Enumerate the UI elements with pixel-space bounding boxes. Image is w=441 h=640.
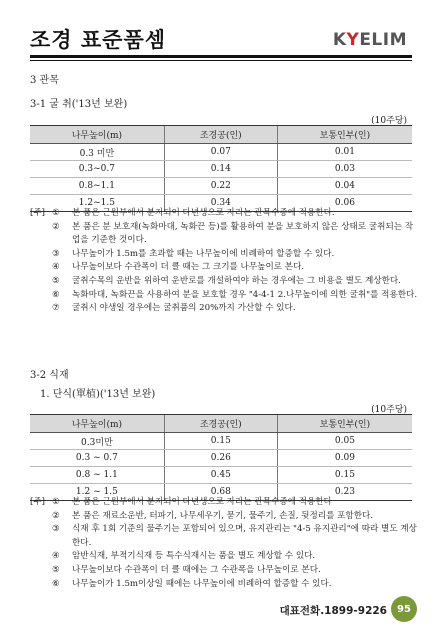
note-item (30, 496, 418, 510)
table-cell: 0.3미만 (30, 433, 164, 450)
table-cell: 1.2 ~ 1.5 (30, 484, 164, 501)
table-cell: 0.8 ~ 1.1 (30, 467, 164, 484)
table-cell: 0.06 (277, 195, 412, 212)
table-cell: 0.15 (164, 433, 277, 450)
note-text: 굴취수목의 운반을 위하여 운반로를 개설하여야 하는 경우에는 그 비용을 별도 계상한다. (72, 275, 401, 286)
note-item (30, 564, 418, 578)
table-1-unit: (10주당) (371, 116, 407, 126)
table-cell: 0.01 (277, 144, 412, 161)
note-text: 나무높이가 1.5m를 초과할 때는 나무높이에 비례하여 할증할 수 있다. (72, 248, 335, 259)
note-marker: ③ (52, 524, 60, 535)
note-tag: [주] (30, 497, 46, 507)
logo-accent: Y (346, 30, 360, 50)
col-header: 보통인부(인) (277, 126, 412, 144)
table-cell: 0.22 (164, 178, 277, 195)
table-cell: 0.3~0.7 (30, 161, 164, 178)
col-header: 조경공(인) (164, 126, 277, 144)
table-row (30, 144, 412, 161)
note-text: 녹화마대, 녹화끈을 사용하여 분을 보호할 경우 "4-4-1 2.나무높이에 의한 굴취"를 적용한다. (72, 289, 418, 300)
note-text: 암반식재, 부적기식재 등 특수식재시는 품을 별도 계상할 수 있다. (72, 551, 316, 562)
notes-2 (30, 496, 418, 591)
logo-suffix: ELIM (359, 30, 407, 50)
note-text: 식재 후 1회 기준의 물주기는 포함되어 있으며, 유지관리는 "4-5 유지관리"에 따라 별도 계상한다. (72, 524, 417, 548)
col-header: 조경공(인) (164, 415, 277, 433)
table-cell: 0.14 (164, 161, 277, 178)
note-marker: ⑥ (52, 289, 60, 300)
note-item (30, 221, 418, 248)
note-marker: ② (52, 221, 60, 232)
table-cell: 0.23 (277, 484, 412, 501)
table-cell: 0.04 (277, 178, 412, 195)
table-1 (30, 125, 412, 212)
col-header: 나무높이(m) (30, 415, 164, 433)
notes-1 (30, 207, 418, 316)
note-text: 나무높이가 1.5m이상일 때에는 나무높이에 비례하여 할증할 수 있다. (72, 578, 332, 589)
note-item (30, 207, 418, 221)
note-item (30, 248, 418, 262)
table-cell: 0.3 미만 (30, 144, 164, 161)
table-cell: 0.45 (164, 467, 277, 484)
section-heading: 3 관목 (30, 75, 59, 86)
page-title: 조경 표준품셈 (30, 28, 167, 52)
table-row (30, 433, 412, 450)
note-text: 나무높이보다 수관폭이 더 클 때는 그 크기를 나무높이로 본다. (72, 262, 305, 273)
note-text: 본 품은 근원부에서 분지되어 다년생으로 자라는 관목수종에 적용한다. (72, 208, 335, 218)
table-cell: 0.34 (164, 195, 277, 212)
note-marker: ⑥ (52, 578, 60, 589)
table-row (30, 467, 412, 484)
note-item (30, 261, 418, 275)
footer-phone: 대표전화.1899-9226 (279, 605, 387, 617)
note-item (30, 289, 418, 303)
table-header-row (30, 415, 412, 433)
table-cell: 0.05 (277, 433, 412, 450)
table-cell: 0.03 (277, 161, 412, 178)
note-item (30, 523, 418, 550)
table-2-unit: (10주당) (371, 405, 407, 415)
note-text: 나무높이보다 수관폭이 더 클 때에는 그 수관폭을 나무높이로 본다. (72, 564, 321, 575)
subsection-2-title: 3-2 식재 (30, 370, 69, 381)
note-marker: ⑤ (52, 564, 60, 575)
note-marker: ④ (52, 551, 60, 562)
note-item (30, 578, 418, 592)
header-divider (30, 55, 412, 58)
table-cell: 0.26 (164, 450, 277, 467)
note-marker: ① (52, 208, 60, 218)
table-2 (30, 414, 412, 501)
note-text: 굴취시 야생일 경우에는 굴취품의 20%까지 가산할 수 있다. (72, 303, 296, 314)
table-row (30, 178, 412, 195)
table-cell: 0.3 ~ 0.7 (30, 450, 164, 467)
subsection-2-item: 1. 단식(單植)('13년 보완) (40, 389, 156, 400)
note-marker: ④ (52, 262, 60, 273)
note-marker: ③ (52, 248, 60, 259)
table-cell: 1.2~1.5 (30, 195, 164, 212)
logo-prefix: K (332, 30, 347, 50)
note-item (30, 550, 418, 564)
note-text: 본 품은 분 보호재(녹화마대, 녹화끈 등)를 활용하여 분을 보호하지 않은 상태로 굴취되는 작업을 기준한 것이다. (72, 221, 414, 246)
subsection-1-title: 3-1 굴 취('13년 보완) (30, 99, 128, 110)
note-text: 본 품은 근원부에서 분지되어 다년생으로 자라는 관목수종에 적용한다 (72, 497, 332, 507)
note-item (30, 510, 418, 524)
note-marker: ① (52, 497, 60, 507)
note-marker: ⑤ (52, 275, 60, 286)
brand-logo (333, 30, 407, 50)
col-header: 나무높이(m) (30, 126, 164, 144)
table-cell: 0.07 (164, 144, 277, 161)
table-header-row (30, 126, 412, 144)
table-cell: 0.8~1.1 (30, 178, 164, 195)
col-header: 보통인부(인) (277, 415, 412, 433)
table-cell: 0.15 (277, 467, 412, 484)
table-cell: 0.09 (277, 450, 412, 467)
page-number-badge: 95 (391, 596, 417, 622)
note-item (30, 275, 418, 289)
note-marker: ⑦ (52, 303, 60, 314)
note-item (30, 302, 418, 316)
header-divider-thin (30, 60, 412, 61)
note-text: 본 품은 재료소운반, 터파기, 나무세우기, 묻기, 물주기, 손질, 뒷정리를 포함한다. (72, 510, 374, 521)
note-tag: [주] (30, 208, 46, 218)
table-row (30, 161, 412, 178)
table-cell: 0.68 (164, 484, 277, 501)
note-marker: ② (52, 510, 60, 521)
table-row (30, 450, 412, 467)
